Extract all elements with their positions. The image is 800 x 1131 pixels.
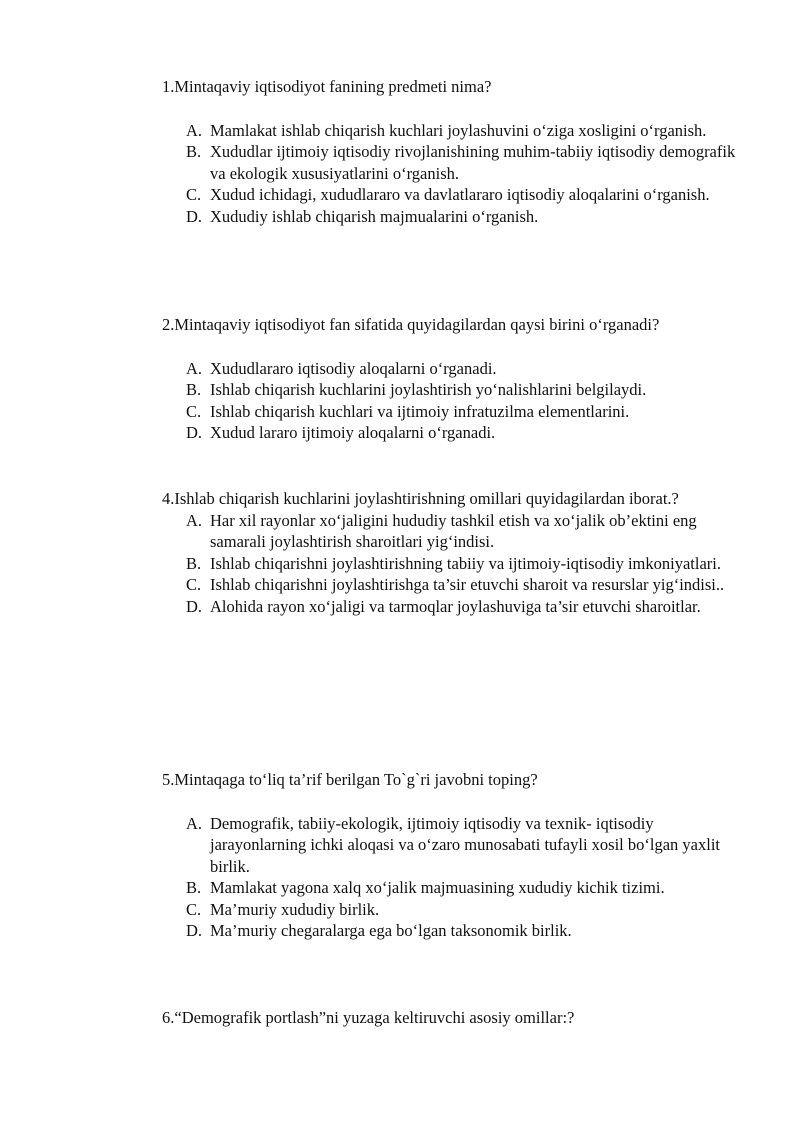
question-2-option-c — [0, 401, 800, 423]
question-1-title: 1.Mintaqaviy iqtisodiyot fanining predmeti nima? — [162, 77, 492, 96]
option-text: Ma’muriy xududiy birlik. — [210, 899, 380, 919]
question-2-options — [0, 358, 800, 444]
question-4-option-a — [0, 510, 800, 553]
option-letter: D. — [186, 921, 203, 940]
question-6 — [0, 1007, 800, 1029]
option-text: Ma’muriy chegaralarga ega bo‘lgan taksonomik birlik. — [210, 921, 572, 940]
option-text: Ishlab chiqarishni joylashtirishga ta’sir etuvchi sharoit va resurslar yig‘indisi.. — [210, 575, 725, 594]
option-text: Ishlab chiqarish kuchlari va ijtimoiy infratuzilma elementlarini. — [210, 401, 630, 421]
option-letter: D. — [186, 206, 203, 226]
option-letter: A. — [186, 510, 203, 530]
question-2-title: 2.Mintaqaviy iqtisodiyot fan sifatida quyidagilardan qaysi birini o‘rganadi? — [162, 315, 660, 334]
question-5 — [0, 769, 800, 942]
option-text: Har xil rayonlar xo‘jaligini hududiy tashkil etish va xo‘jalik ob’ektini eng samarali joylashtirish sharoitlari yig‘indisi. — [210, 510, 697, 551]
option-text: Alohida rayon xo‘jaligi va tarmoqlar joylashuviga ta’sir etuvchi sharoitlar. — [210, 596, 701, 616]
option-letter: B. — [186, 142, 202, 161]
question-5-option-a — [0, 813, 800, 878]
option-text: Demografik, tabiiy-ekologik, ijtimoiy iqtisodiy va texnik- iqtisodiy jarayonlarning ichki aloqasi va o‘zaro munosabati tufayli xosil bo‘lgan yaxlit birlik. — [210, 813, 720, 876]
option-text: Mamlakat yagona xalq xo‘jalik majmuasining xududiy kichik tizimi. — [210, 878, 665, 897]
option-text: Xududlar ijtimoiy iqtisodiy rivojlanishining muhim-tabiiy iqtisodiy demografik va ekologik xususiyatlarini o‘rganish. — [210, 142, 736, 183]
question-5-option-d — [0, 920, 800, 942]
option-text: Ishlab chiqarish kuchlarini joylashtirish yo‘nalishlarini belgilaydi. — [210, 380, 647, 399]
option-text: Mamlakat ishlab chiqarish kuchlari joylashuvini o‘ziga xosligini o‘rganish. — [210, 120, 707, 140]
option-letter: B. — [186, 878, 202, 897]
question-4-option-b — [0, 553, 800, 575]
question-1-option-a — [0, 120, 800, 142]
question-4-option-c — [0, 574, 800, 596]
question-5-title: 5.Mintaqaga to‘liq ta’rif berilgan To`g`ri javobni toping? — [162, 770, 538, 789]
option-letter: D. — [186, 596, 203, 616]
question-5-options — [0, 813, 800, 942]
option-letter: A. — [186, 358, 203, 378]
question-2-option-b — [0, 379, 800, 401]
question-2-option-d — [0, 422, 800, 444]
option-letter: A. — [186, 813, 203, 833]
question-4-title: 4.Ishlab chiqarish kuchlarini joylashtirishning omillari quyidagilardan iborat.? — [162, 489, 679, 508]
question-2 — [0, 314, 800, 444]
question-1-options — [0, 120, 800, 228]
question-5-option-b — [0, 877, 800, 899]
question-1-option-c — [0, 184, 800, 206]
option-letter: A. — [186, 120, 203, 140]
option-text: Xududiy ishlab chiqarish majmualarini o‘rganish. — [210, 206, 539, 226]
option-text: Xudud lararo ijtimoiy aloqalarni o‘rganadi. — [210, 423, 496, 442]
question-4-options — [0, 510, 800, 618]
question-4-option-d — [0, 596, 800, 618]
option-letter: D. — [186, 423, 203, 442]
option-text: Xududlararo iqtisodiy aloqalarni o‘rganadi. — [210, 358, 497, 378]
option-letter: C. — [186, 185, 202, 204]
question-5-option-c — [0, 899, 800, 921]
question-4 — [0, 488, 800, 617]
question-1-option-d — [0, 206, 800, 228]
option-letter: C. — [186, 401, 202, 421]
question-2-option-a — [0, 358, 800, 380]
option-letter: C. — [186, 899, 202, 919]
option-text: Xudud ichidagi, xududlararo va davlatlararo iqtisodiy aloqalarini o‘rganish. — [210, 185, 710, 204]
option-letter: C. — [186, 575, 202, 594]
question-6-title: 6.“Demografik portlash”ni yuzaga keltiruvchi asosiy omillar:? — [162, 1008, 575, 1027]
question-1 — [0, 76, 800, 227]
option-text: Ishlab chiqarishni joylashtirishning tabiiy va ijtimoiy-iqtisodiy imkoniyatlari. — [210, 553, 721, 573]
option-letter: B. — [186, 380, 202, 399]
option-letter: B. — [186, 553, 202, 573]
question-1-option-b — [0, 141, 800, 184]
